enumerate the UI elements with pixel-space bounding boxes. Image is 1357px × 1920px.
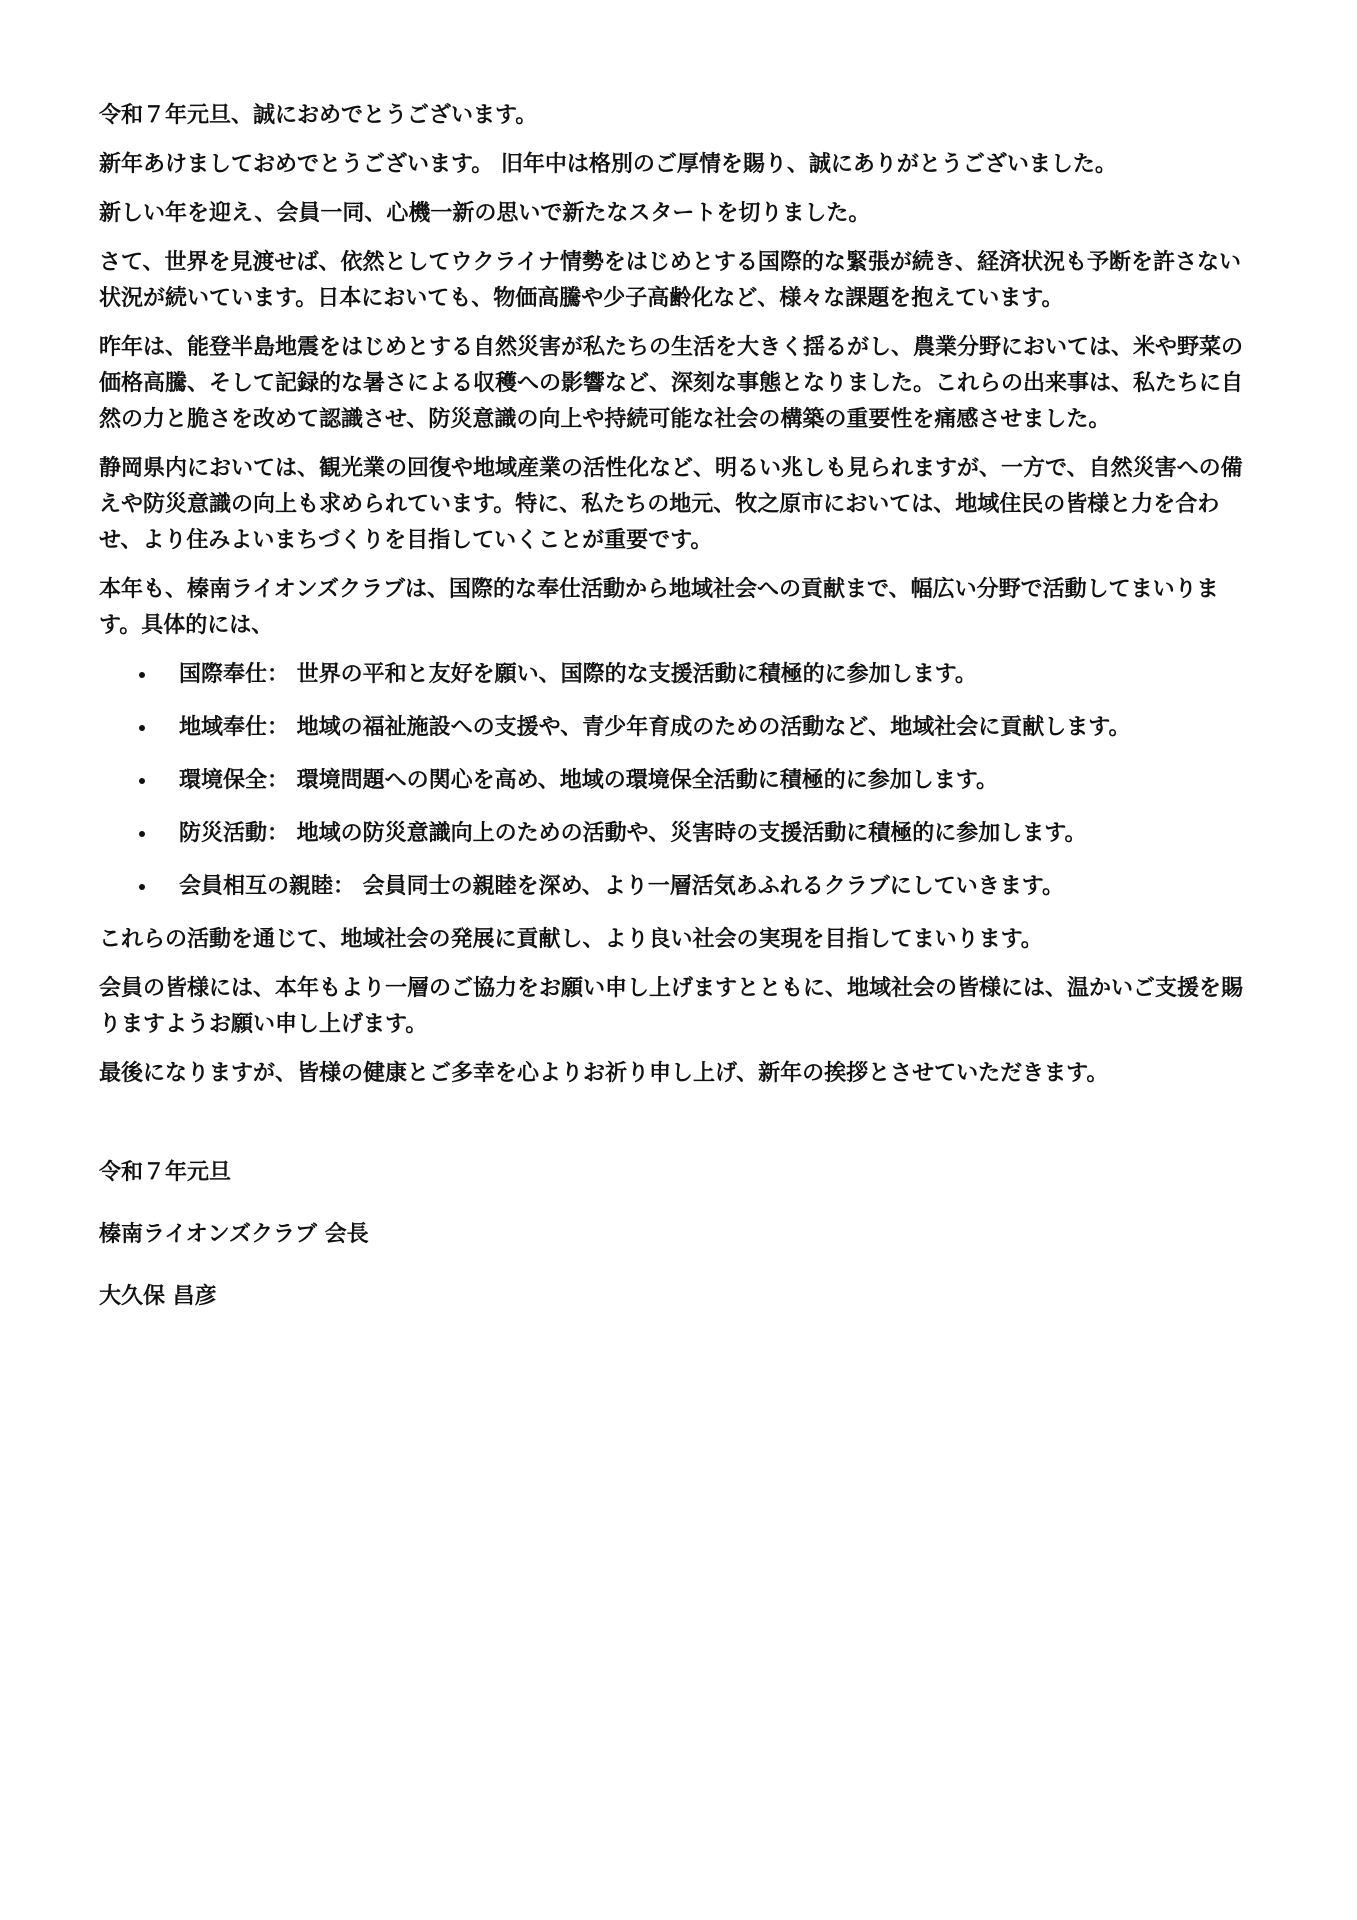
signature-name: 大久保 昌彦 [99,1284,217,1309]
paragraph-last-year: 昨年は、能登半島地震をはじめとする自然災害が私たちの生活を大きく揺るがし、農業分野においては、米や野菜の価格高騰、そして記録的な暑さによる収穫への影響など、深刻な事態となりました。これらの出来事は、私たちに自然の力と脆さを改めて認識させ、防災意識の向上や持続可能な社会の構築の重要性を痛感させました。 [99,335,1244,432]
bullet-icon [139,884,145,890]
activity-text: 会員相互の親睦： 会員同士の親睦を深め、より一層活気あふれるクラブにしていきます。 [179,874,1065,899]
paragraph-this-year: 本年も、榛南ライオンズクラブは、国際的な奉仕活動から地域社会への貢献まで、幅広い分野で活動してまいります。具体的には、 [99,577,1219,638]
bullet-icon [139,725,145,731]
paragraph-new-year: 新年あけましておめでとうございます。 旧年中は格別のご厚情を賜り、誠にありがとうございました。 [99,152,1117,177]
letter-body [99,98,1259,1341]
bullet-icon [139,831,145,837]
activity-text: 防災活動： 地域の防災意識向上のための活動や、災害時の支援活動に積極的に参加します。 [179,821,1087,846]
signature-block [99,1155,1259,1315]
list-item [99,657,1259,693]
paragraph-world-situation: さて、世界を見渡せば、依然としてウクライナ情勢をはじめとする国際的な緊張が続き、経済状況も予断を許さない状況が続いています。日本においても、物価高騰や少子高齢化など、様々な課題を抱えています。 [99,250,1242,311]
list-item [99,763,1259,799]
paragraph-request: 会員の皆様には、本年もより一層のご協力をお願い申し上げますとともに、地域社会の皆様には、温かいご支援を賜りますようお願い申し上げます。 [99,976,1244,1037]
paragraph-goal: これらの活動を通じて、地域社会の発展に貢献し、より良い社会の実現を目指してまいります。 [99,927,1043,952]
paragraph-shizuoka: 静岡県内においては、観光業の回復や地域産業の活性化など、明るい兆しも見られますが、一方で、自然災害への備えや防災意識の向上も求められています。特に、私たちの地元、牧之原市においては、地域住民の皆様と力を合わせ、より住みよいまちづくりを目指していくことが重要です。 [99,456,1243,553]
list-item [99,710,1259,746]
list-item [99,869,1259,905]
greeting: 令和７年元旦、誠におめでとうございます。 [99,103,538,128]
activity-text: 環境保全： 環境問題への関心を高め、地域の環境保全活動に積極的に参加します。 [179,768,999,793]
paragraph-fresh-start: 新しい年を迎え、会員一同、心機一新の思いで新たなスタートを切りました。 [99,201,871,226]
activity-text: 地域奉仕： 地域の福祉施設への支援や、青少年育成のための活動など、地域社会に貢献します。 [179,715,1131,740]
signature-date: 令和７年元旦 [99,1160,232,1185]
activity-list [99,657,1259,905]
paragraph-final-wishes: 最後になりますが、皆様の健康とご多幸を心よりお祈り申し上げ、新年の挨拶とさせていただきます。 [99,1061,1109,1086]
activity-text: 国際奉仕： 世界の平和と友好を願い、国際的な支援活動に積極的に参加します。 [179,662,977,687]
bullet-icon [139,672,145,678]
signature-title: 榛南ライオンズクラブ 会長 [99,1222,369,1247]
list-item [99,816,1259,852]
bullet-icon [139,778,145,784]
